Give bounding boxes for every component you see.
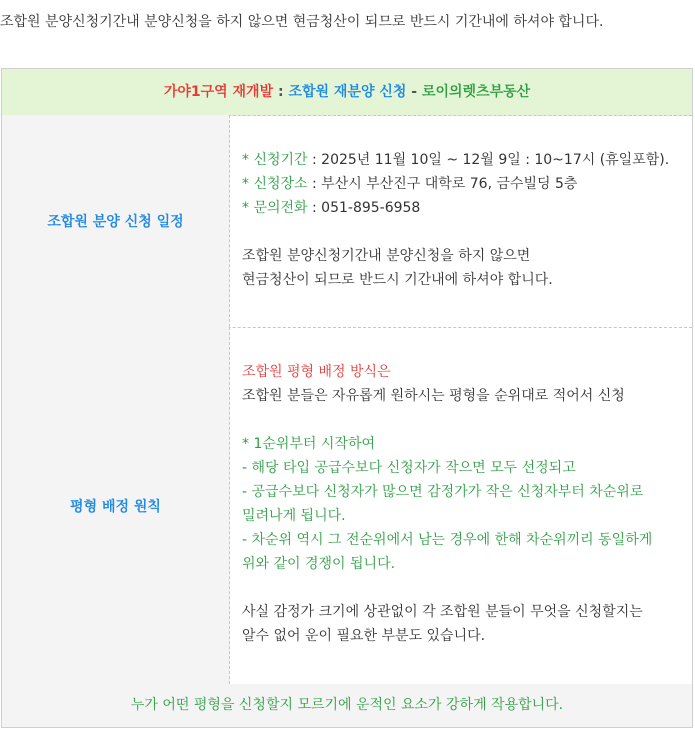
- info-table: [1, 68, 693, 728]
- schedule-note-line: 현금청산이 되므로 반드시 기간내에 하셔야 합니다.: [242, 272, 553, 288]
- principle-closing-line: 알수 없어 운이 필요한 부분도 있습니다.: [242, 628, 486, 644]
- principle-closing-line: 사실 감정가 크기에 상관없이 각 조합원 분들이 무엇을 신청할지는: [242, 604, 643, 620]
- table-header: [2, 69, 692, 116]
- schedule-item-key: * 신청기간: [242, 152, 308, 168]
- schedule-item-key: * 문의전화: [242, 200, 308, 216]
- schedule-item-value: : 2025년 11월 10일 ~ 12월 9일 : 10~17시 (휴일포함).: [307, 152, 670, 168]
- principle-label: 평형 배정 원칙: [2, 327, 230, 684]
- header-dash: -: [406, 84, 422, 100]
- principle-rule: 밀려나게 됩니다.: [242, 508, 346, 524]
- principle-description: 조합원 분들은 자유롭게 원하시는 평형을 순위대로 적어서 신청: [242, 388, 625, 404]
- schedule-item-phone: [242, 196, 684, 220]
- header-project: 가야1구역 재개발: [163, 84, 274, 100]
- schedule-label: 조합원 분양 신청 일정: [2, 115, 230, 327]
- principle-content: [242, 360, 684, 648]
- principle-rule: * 1순위부터 시작하여: [242, 436, 375, 452]
- schedule-row: [2, 115, 692, 328]
- schedule-item-value: : 051-895-6958: [307, 200, 421, 216]
- intro-notice: 조합원 분양신청기간내 분양신청을 하지 않으면 현금청산이 되므로 반드시 기간내에 하셔야 합니다.: [0, 14, 604, 30]
- schedule-note-line: 조합원 분양신청기간내 분양신청을 하지 않으면: [242, 248, 531, 264]
- schedule-item-value: : 부산시 부산진구 대학로 76, 금수빌딩 5층: [307, 176, 578, 192]
- principle-rule: - 해당 타입 공급수보다 신청자가 작으면 모두 선정되고: [242, 460, 576, 476]
- principle-row: [2, 327, 692, 685]
- schedule-item-place: [242, 172, 684, 196]
- principle-rule: - 차순위 역시 그 전순위에서 남는 경우에 한해 차순위끼리 동일하게: [242, 532, 653, 548]
- header-separator: :: [273, 84, 289, 100]
- principle-rule: - 공급수보다 신청자가 많으면 감정가가 작은 신청자부터 차순위로: [242, 484, 644, 500]
- schedule-item-key: * 신청장소: [242, 176, 308, 192]
- schedule-content: [242, 148, 684, 292]
- principle-rule: 위와 같이 경쟁이 됩니다.: [242, 556, 396, 572]
- schedule-item-period: [242, 148, 684, 172]
- header-agency: 로이의렛츠부동산: [421, 84, 531, 100]
- table-footer: 누가 어떤 평형을 신청할지 모르기에 운적인 요소가 강하게 작용합니다.: [2, 684, 692, 727]
- header-subject: 조합원 재분양 신청: [288, 84, 407, 100]
- principle-title: 조합원 평형 배정 방식은: [242, 364, 391, 380]
